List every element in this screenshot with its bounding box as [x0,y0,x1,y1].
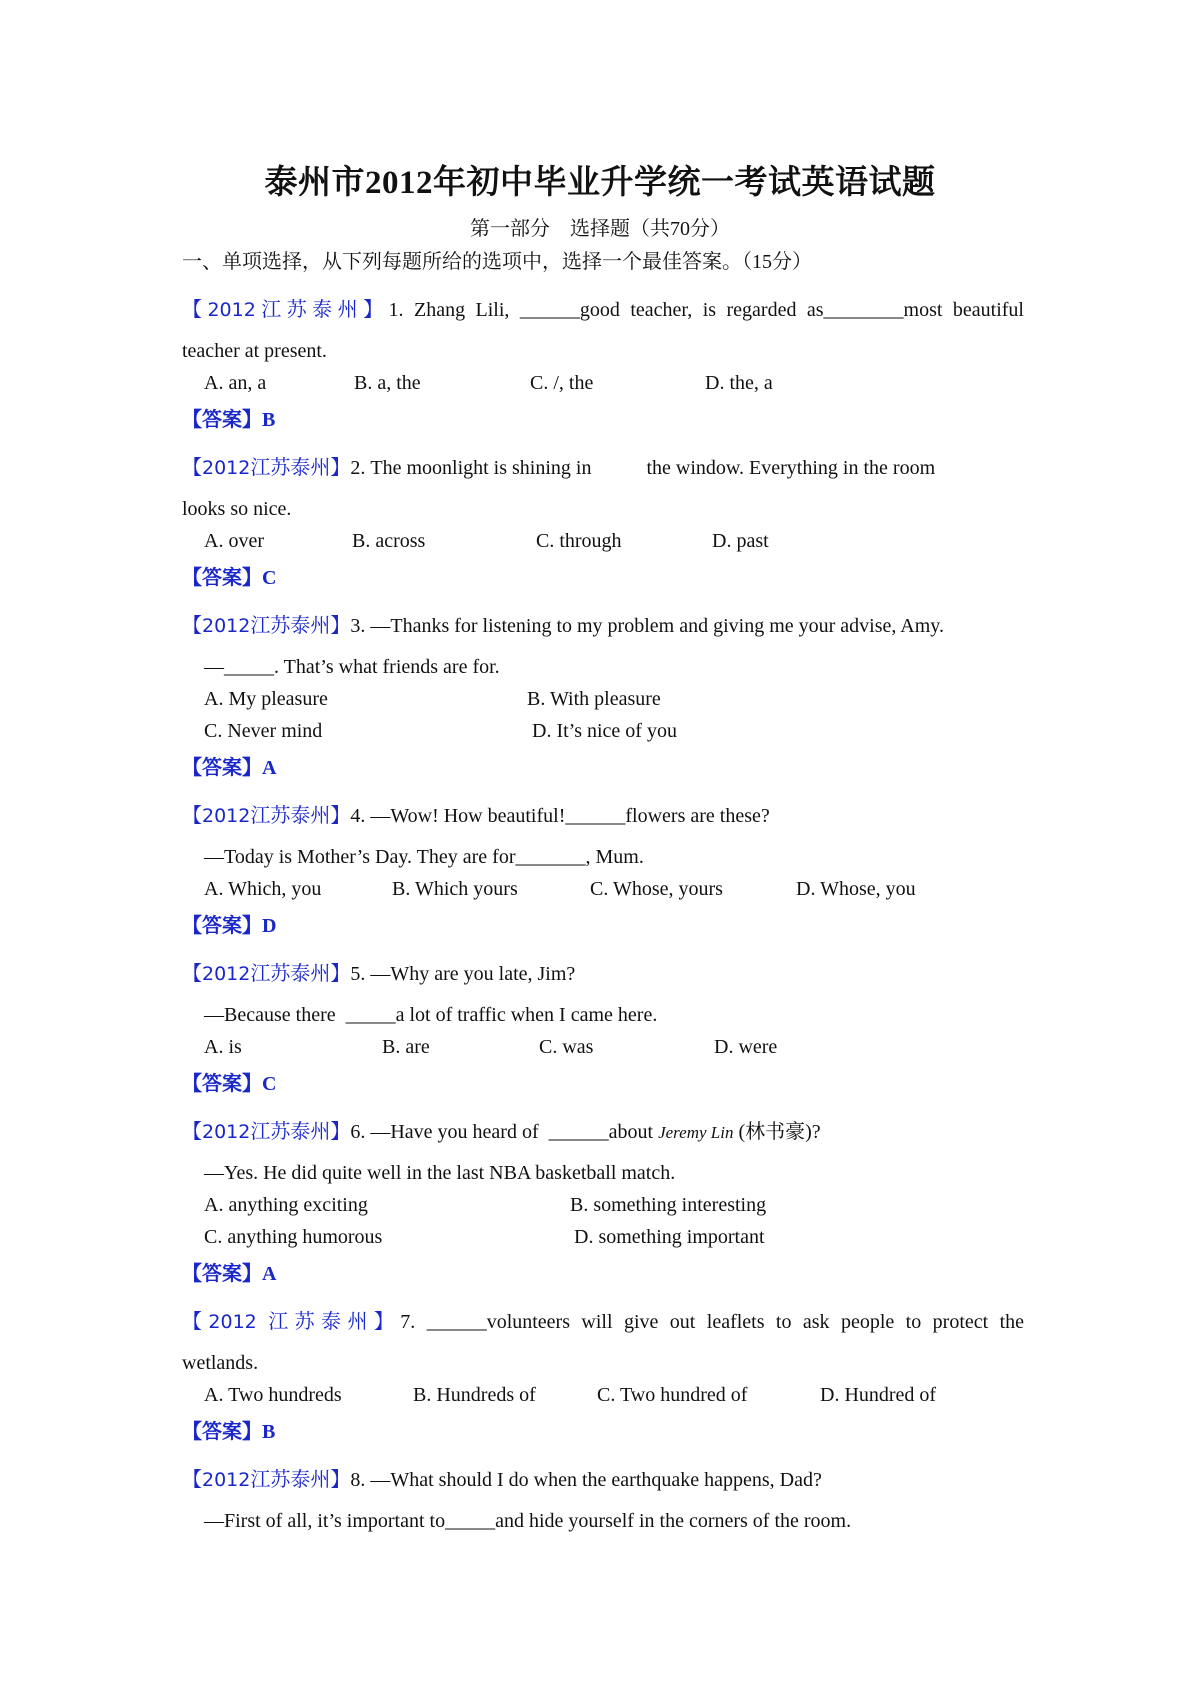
question-5-line: 【2012江苏泰州】5. —Why are you late, Jim? [182,963,576,985]
question-8-line: 【2012江苏泰州】8. —What should I do when the earthquake happens, Dad? [182,1469,822,1491]
option-c: C. /, the [530,372,594,394]
option-d: D. something important [574,1226,765,1248]
instruction-text: 一、单项选择，从下列每题所给的选项中，选择一个最佳答案。（15分） [182,251,812,273]
option-a: A. over [204,530,264,552]
option-d: D. It’s nice of you [532,720,677,742]
source-tag: 【2012江苏泰州】 [182,963,351,985]
answer-line: 【答案】C [182,1073,277,1095]
question-1-continuation: teacher at present. [182,340,327,362]
option-b: B. Which yours [392,878,518,900]
question-7-continuation: wetlands. [182,1352,259,1374]
source-tag: 【2012江苏泰州】 [182,1121,351,1143]
question-6-response: —Yes. He did quite well in the last NBA basketball match. [204,1162,676,1184]
option-d: D. past [712,530,769,552]
option-b: B. something interesting [570,1194,767,1216]
option-a: A. an, a [204,372,267,394]
option-b: B. are [382,1036,430,1058]
option-a: A. Two hundreds [204,1384,342,1406]
answer-line: 【答案】B [182,1421,276,1443]
question-2-line: 【2012江苏泰州】2. The moonlight is shining in the window. Everything in the room [182,457,936,479]
source-tag: 【2012江苏泰州】 [182,805,351,827]
question-1-line: 【2012江苏泰州】1. Zhang Lili, ______good teacher, is regarded as________most beautiful [182,299,1024,321]
option-a: A. My pleasure [204,688,328,710]
question-2-continuation: looks so nice. [182,498,292,520]
question-4-response: —Today is Mother’s Day. They are for_______, Mum. [204,846,644,868]
source-tag: 【2012江苏泰州】 [182,457,351,479]
option-c: C. Never mind [204,720,323,742]
option-a: A. anything exciting [204,1194,368,1216]
section-heading: 第一部分 选择题（共70分） [470,218,730,240]
option-b: B. a, the [354,372,421,394]
answer-line: 【答案】B [182,409,276,431]
question-3-line: 【2012江苏泰州】3. —Thanks for listening to my problem and giving me your advise, Amy. [182,615,944,637]
source-tag: 【2012江苏泰州】 [182,1469,351,1491]
answer-line: 【答案】C [182,567,277,589]
option-d: D. Whose, you [796,878,916,900]
question-5-response: —Because there _____a lot of traffic when I came here. [204,1004,658,1026]
option-a: A. is [204,1036,242,1058]
option-c: C. Two hundred of [597,1384,748,1406]
source-tag: 【2012江苏泰州】 [182,615,351,637]
option-a: A. Which, you [204,878,322,900]
option-c: C. through [536,530,622,552]
question-3-response: —_____. That’s what friends are for. [204,656,500,678]
question-7-line: 【2012 江苏泰州】7. ______volunteers will give out leaflets to ask people to protect the [182,1311,1025,1333]
option-b: B. across [352,530,426,552]
option-c: C. anything humorous [204,1226,383,1248]
option-c: C. Whose, yours [590,878,723,900]
option-d: D. the, a [705,372,773,394]
option-c: C. was [539,1036,594,1058]
option-b: B. Hundreds of [413,1384,536,1406]
question-4-line: 【2012江苏泰州】4. —Wow! How beautiful!______flowers are these? [182,805,770,827]
option-d: D. were [714,1036,778,1058]
question-8-response: —First of all, it’s important to_____and hide yourself in the corners of the room. [204,1510,852,1532]
page-title: 泰州市2012年初中毕业升学统一考试英语试题 [264,165,936,201]
source-tag: 【2012江苏泰州】 [182,299,389,321]
option-d: D. Hundred of [820,1384,937,1406]
source-tag: 【2012 江苏泰州】 [182,1311,401,1333]
answer-line: 【答案】A [182,757,277,779]
answer-line: 【答案】A [182,1263,277,1285]
question-6-line: 【2012江苏泰州】6. —Have you heard of ______about Jeremy Lin (林书豪)? [182,1121,821,1143]
option-b: B. With pleasure [527,688,661,710]
answer-line: 【答案】D [182,915,277,937]
